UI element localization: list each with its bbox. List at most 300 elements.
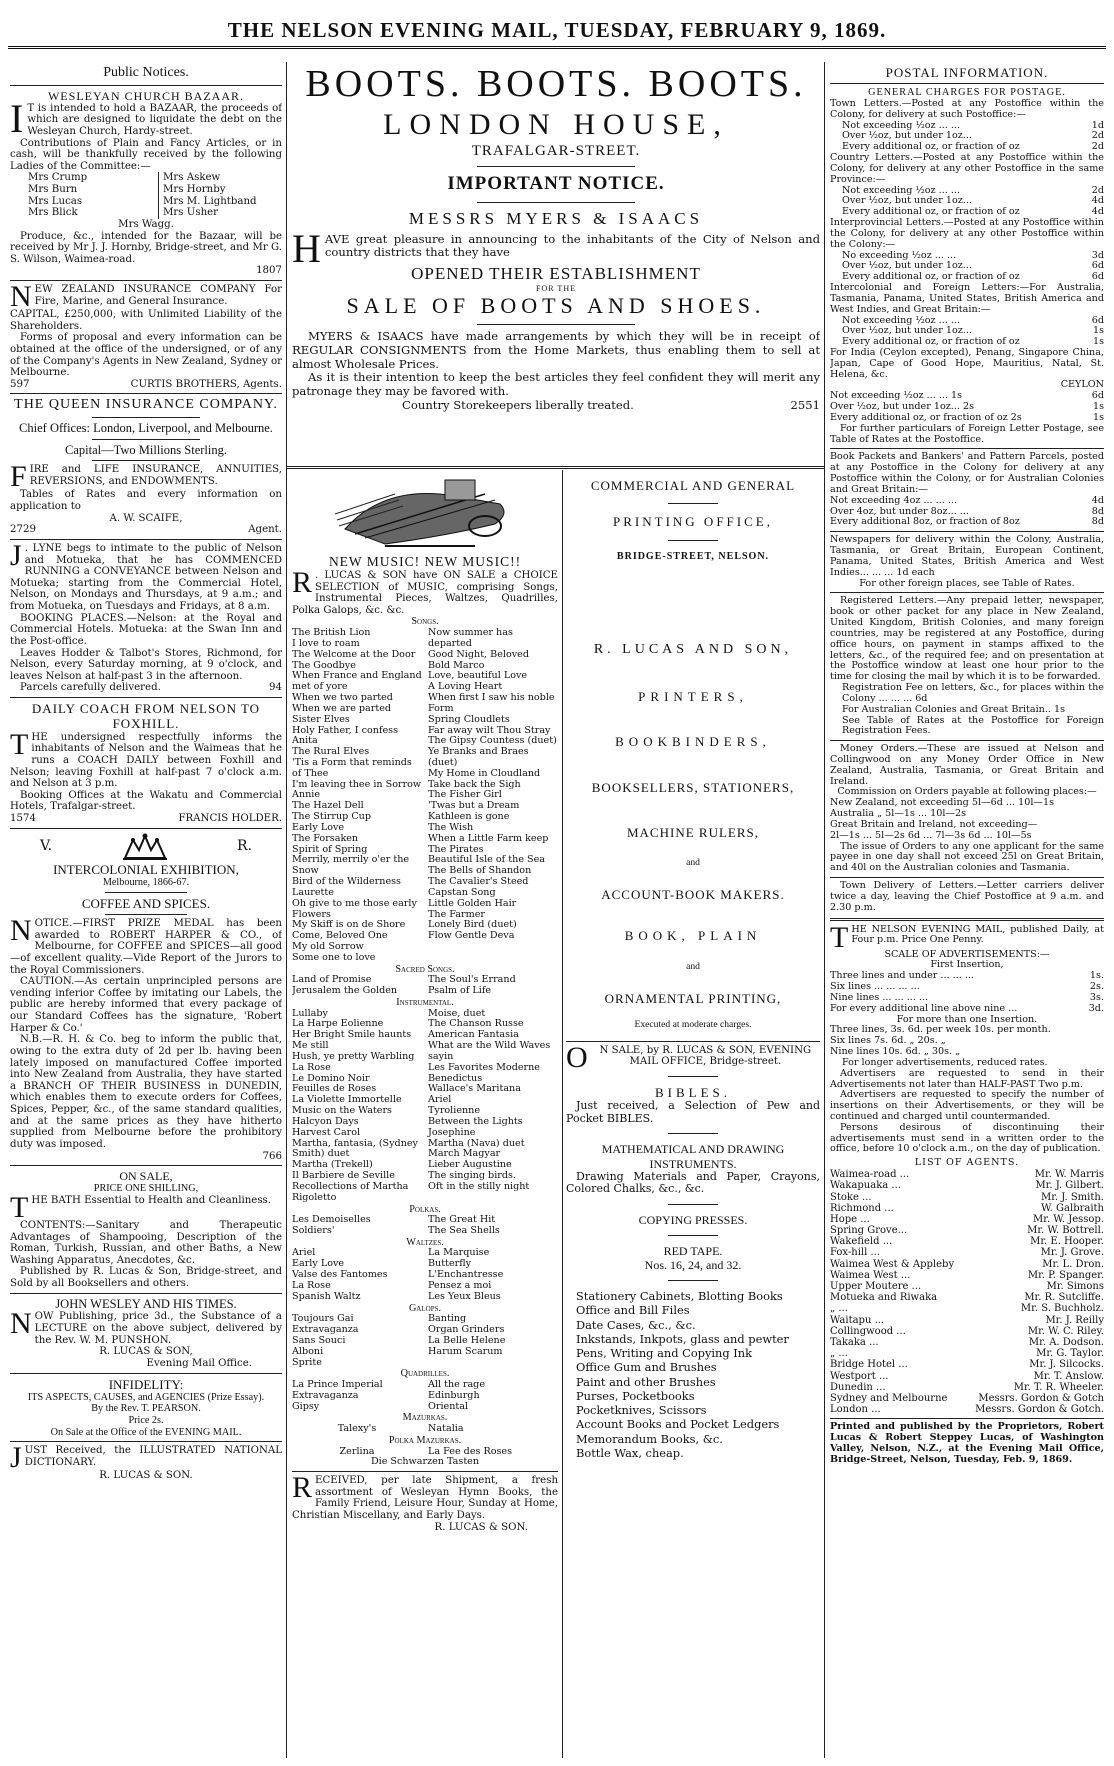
- agent-label: Fox-hill ...: [830, 1247, 881, 1259]
- column-1: [10, 65, 282, 1755]
- new-music-title: NEW MUSIC! NEW MUSIC!!: [328, 554, 522, 569]
- agent-label: London ...: [830, 1404, 881, 1416]
- song-title: The Pirates: [428, 843, 484, 855]
- rate-label: Every additional oz, or fraction of oz: [842, 206, 1020, 218]
- more-row: Six lines 7s. 6d. „ 20s. „: [830, 1035, 946, 1047]
- song-title: Organ Grinders: [428, 1324, 505, 1336]
- printing-title: COMMERCIAL AND GENERAL: [590, 478, 796, 493]
- infidelity-title: INFIDELITY:: [108, 1376, 184, 1392]
- song-title: When we two parted: [292, 692, 393, 704]
- stationery-list: [566, 1289, 820, 1460]
- stationery-item: Account Books and Pocket Ledgers: [576, 1417, 780, 1432]
- song-title: Psalm of Life: [428, 985, 492, 997]
- advertisers-3: Persons desirous of discontinuing their advertisements must send in a written order to the office, before 10 o'clock a.m., on the day of publication.: [830, 1121, 1104, 1155]
- song-title: Hush, ye pretty Warbling: [292, 1050, 415, 1062]
- book-plain: BOOK, PLAIN: [624, 928, 762, 944]
- song-title: Her Bright Smile haunts Me still: [292, 1029, 412, 1052]
- song-title: The Chanson Russe: [428, 1018, 524, 1030]
- polka-mazurka-right: La Fee des Roses: [428, 1445, 512, 1457]
- song-title: Wallace's Maritana: [428, 1083, 521, 1095]
- song-title: When we are parted: [292, 702, 392, 714]
- song-title: Les Favorites Moderne: [428, 1061, 540, 1073]
- more-insertions: For more than one Insertion.: [896, 1013, 1038, 1025]
- wesley-office: Evening Mail Office.: [146, 1357, 252, 1369]
- town-delivery: Town Delivery of Letters.—Letter carriers deliver twice a day, leaving the Chief Postoffice at 9 a.m. and 2.30 p.m.: [830, 880, 1104, 913]
- song-title: The Forsaken: [292, 832, 359, 844]
- boots-arrangements: MYERS & ISAACS have made arrangements by which they will be in receipt of REGULAR CONSIGNMENTS from the Home Markets, thus enabling them to sell at almost Wholesale Prices.: [292, 329, 820, 371]
- rate-label: Every additional 8oz, or fraction of 8oz: [830, 516, 1020, 528]
- agent-label: Wakapuaka ...: [830, 1180, 901, 1192]
- machine-rulers: MACHINE RULERS,: [626, 824, 759, 840]
- song-title: My old Sorrow: [292, 941, 364, 953]
- agent-value: Mr. J. Smith.: [1040, 1191, 1104, 1203]
- ad-number: 1807: [256, 265, 282, 277]
- song-title: Feuilles de Roses: [292, 1083, 377, 1095]
- rate-label: Not exceeding 4oz ... ... ...: [830, 494, 958, 506]
- rate-value: 6d: [1091, 271, 1104, 283]
- general-charges: GENERAL CHARGES FOR POSTAGE.: [868, 87, 1066, 99]
- song-title: Bold Marco: [428, 659, 485, 671]
- stationery-item: Date Cases, &c., &c.: [576, 1317, 696, 1332]
- infidelity-sale: On Sale at the Office of the EVENING MAIL.: [50, 1426, 242, 1438]
- drop-cap: T: [830, 920, 849, 954]
- agent-value: Mr. G. Taylor.: [1036, 1348, 1104, 1360]
- mazurkas-heading: Mazurkas.: [402, 1412, 448, 1424]
- agent-value: Mr. J. Gilbert.: [1035, 1180, 1104, 1192]
- agents-list: [830, 1169, 1104, 1415]
- song-title: Now summer has departed: [428, 627, 513, 649]
- song-title: Toujours Gai: [292, 1313, 354, 1325]
- song-title: Oriental: [428, 1400, 469, 1412]
- instrumental-heading: Instrumental.: [396, 997, 454, 1008]
- scale-value: 3d.: [1088, 1002, 1104, 1014]
- queen-offices: Chief Offices: London, Liverpool, and Melbourne.: [19, 420, 273, 435]
- song-title: Ye Branks and Braes (duet): [428, 746, 529, 768]
- agent-value: Mr. W. Bottrell.: [1027, 1225, 1104, 1237]
- agent-value: Mr. J. Grove.: [1040, 1247, 1104, 1259]
- rate-label: Over ½oz, but under 1oz... 2s: [830, 401, 975, 413]
- bath-onsale: ON SALE,: [119, 1169, 173, 1184]
- rate-label: Over ½oz, but under 1oz...: [842, 195, 972, 207]
- song-title: La Harpe Eolienne: [292, 1018, 384, 1030]
- song-title: Les Demoiselles: [292, 1214, 371, 1226]
- bazaar-contrib: Contributions of Plain and Fancy Articles, or in cash, will be thankfully received by the following Ladies of the Committee:—: [10, 137, 282, 172]
- rate-label: Over 4oz, but under 8oz... ...: [830, 505, 969, 517]
- song-title: Beautiful Isle of the Sea: [428, 854, 546, 866]
- scale-label: Six lines ... ... ... ...: [830, 981, 920, 993]
- masthead-rule: [8, 46, 1106, 49]
- printers: PRINTERS,: [638, 688, 748, 704]
- bath-title: HE BATH Essential to Health and Cleanliness.: [31, 1194, 272, 1206]
- song-title: I'm leaving thee in Sorrow Annie: [292, 778, 422, 801]
- song-title: Spanish Waltz: [292, 1290, 361, 1302]
- agent-label: Richmond ...: [830, 1202, 894, 1214]
- stationery-item: Pens, Writing and Copying Ink: [576, 1346, 753, 1361]
- committee-member: Mrs Askew: [163, 172, 221, 184]
- drop-cap: H: [292, 225, 321, 271]
- coffee-title: COFFEE AND SPICES.: [81, 895, 211, 911]
- intercolonial-letters: Intercolonial and Foreign Letters:—For Australia, Tasmania, Panama, United States, British America and West Indies, and Great Britain:—: [830, 282, 1104, 315]
- drop-cap: J: [10, 1441, 22, 1475]
- waltzes-heading: Waltzes.: [406, 1236, 444, 1248]
- rate-label: Not exceeding ½oz ... ...: [842, 119, 960, 131]
- song-title: La Belle Helene: [428, 1334, 506, 1346]
- nzic-capital: CAPITAL, £250,000, with Unlimited Liability of the Shareholders.: [10, 309, 282, 332]
- song-title: Josephine: [428, 1126, 476, 1138]
- ad-number: 2551: [790, 397, 820, 412]
- drop-cap: N: [10, 914, 32, 947]
- more-row: Nine lines 10s. 6d. „ 30s. „: [830, 1046, 961, 1058]
- song-title: Far away wilt Thou Stray: [428, 724, 551, 736]
- important-notice: IMPORTANT NOTICE.: [447, 173, 665, 195]
- vr-right: R.: [237, 838, 252, 855]
- song-title: Early Love: [292, 1258, 345, 1270]
- drop-cap: T: [10, 1190, 29, 1224]
- advertisers-1: Advertisers are requested to send in their Advertisements not later than HALF-PAST Two p.m.: [830, 1067, 1104, 1090]
- nzic-title: EW ZEALAND INSURANCE COMPANY For Fire, Marine, and General Insurance.: [34, 284, 282, 307]
- book-rates: [830, 496, 1104, 528]
- india-letters: For India (Ceylon excepted), Penang, Singapore China, Japan, Cape of Good Hope, Mauritius, Natal, St. Helena, &c.: [830, 347, 1104, 380]
- agent-label: Dunedin ...: [830, 1381, 886, 1393]
- more-row: Three lines, 3s. 6d. per week 10s. per month.: [830, 1024, 1051, 1036]
- agent-value: Mr. R. Sutcliffe.: [1024, 1292, 1104, 1304]
- song-title: Between the Lights: [428, 1115, 523, 1127]
- stationery-item: Purses, Pocketbooks: [576, 1388, 695, 1403]
- song-title: Le Domino Noir: [292, 1072, 370, 1084]
- for-the: FOR THE: [536, 284, 576, 294]
- song-title: A Loving Heart: [428, 681, 503, 693]
- newspapers-foreign: For other foreign places, see Table of Rates.: [859, 577, 1075, 589]
- rate-label: Over ½oz, but under 1oz...: [842, 260, 972, 272]
- committee-member: Mrs Usher: [163, 207, 219, 219]
- agent-label: Stoke ...: [830, 1191, 872, 1203]
- boots-bottom-rule: [287, 466, 824, 469]
- opened-establishment: OPENED THEIR ESTABLISHMENT: [411, 263, 701, 283]
- song-title: Pensez a moi: [428, 1279, 492, 1291]
- song-title: American Fantasia: [428, 1029, 519, 1041]
- song-title: Anita: [292, 735, 318, 747]
- agent-label: Wakefield ...: [830, 1236, 893, 1248]
- song-title: Il Barbiere de Seville: [292, 1170, 395, 1182]
- agent-value: Messrs. Gordon & Gotch.: [975, 1404, 1104, 1416]
- boots-ad: [292, 65, 820, 465]
- agent-value: Mr. L. Dron.: [1042, 1258, 1104, 1270]
- song-title: My Home in Cloudland: [428, 767, 541, 779]
- vr-left: V.: [40, 838, 53, 855]
- songs-list: [292, 628, 558, 964]
- agent-label: Westport ...: [830, 1370, 889, 1382]
- song-title: When a Little Farm keep: [428, 832, 549, 844]
- rate-label: Every additional oz, or fraction of oz: [842, 336, 1020, 348]
- public-notices-heading: Public Notices.: [103, 65, 189, 80]
- agent-value: W. Galbraith: [1041, 1202, 1104, 1214]
- committee-member: Mrs Lucas: [28, 195, 83, 207]
- quadrilles-list: [292, 1380, 558, 1412]
- booksellers: BOOKSELLERS, STATIONERS,: [591, 779, 795, 795]
- ceylon-label: CEYLON: [1060, 379, 1104, 391]
- music-column: [292, 474, 558, 1754]
- coffee-nb: N.B.—R. H. & Co. beg to inform the public that, owing to the extra duty of 2d per lb. having been lately imposed on manufactured Coffee imported into New Zealand from Australia, they have started a BRANCH OF THEIR BUSINESS in DUNEDIN, which enables them to execute orders for Coffees, Spices, Pepper, &c., of the same standard qualities, and at the same prices as they have hitherto supplied from Melbourne before the prohibitory duty was imposed.: [10, 1034, 282, 1150]
- song-title: The Farmer: [428, 908, 485, 920]
- polka-mazurka-left: Zerlina: [339, 1445, 375, 1457]
- imprint: Printed and published by the Proprietors, Robert Lucas & Robert Steppey Lucas, of Washington Valley, Nelson, N.Z., at the Evening Mail Office, Bridge-Street, Nelson, Tuesday, Feb. 9, 1869.: [830, 1421, 1104, 1465]
- and-1: and: [686, 857, 700, 869]
- song-title: Lieber Augustine: [428, 1159, 512, 1171]
- boots-intro: AVE great pleasure in announcing to the inhabitants of the City of Nelson and country districts that they have: [324, 231, 820, 260]
- rate-value: 1s: [1092, 411, 1104, 423]
- song-title: What are the Wild Waves sayin: [428, 1040, 551, 1062]
- fire-title: IRE and LIFE INSURANCE, ANNUITIES, REVERSIONS, and ENDOWMENTS.: [29, 464, 282, 488]
- country-storekeepers: Country Storekeepers liberally treated.: [402, 397, 634, 412]
- copying-presses: COPYING PRESSES.: [638, 1212, 748, 1227]
- scale-label: For every additional line above nine ...: [830, 1002, 1018, 1014]
- nzic-text: Forms of proposal and every information can be obtained at the office of the undersigned, or of any of the Company's Agents in New Zealand, Sydney or Melbourne.: [10, 332, 282, 379]
- commission-rows: [830, 798, 1104, 841]
- agent-value: Mr. A. Dodson.: [1028, 1336, 1104, 1348]
- bibles-text: Just received, a Selection of Pew and Pocket BIBLES.: [566, 1099, 820, 1125]
- registration-fee: Registration Fee on letters, &c., for places within the Colony ... ... ... 6d: [842, 682, 1104, 704]
- song-title: The Sea Shells: [428, 1224, 500, 1236]
- song-title: The Fisher Girl: [428, 789, 502, 801]
- committee-member: Mrs Blick: [28, 207, 78, 219]
- song-title: La Prince Imperial: [292, 1378, 383, 1390]
- song-title: Land of Promise: [292, 974, 372, 986]
- song-title: Kathleen is gone: [428, 811, 510, 823]
- song-title: Lullaby: [292, 1007, 328, 1019]
- song-title: The Cavalier's Steed: [428, 876, 529, 888]
- song-title: The Wish: [428, 821, 474, 833]
- drop-cap: T: [10, 727, 29, 761]
- song-title: Valse des Fantomes: [292, 1269, 388, 1281]
- red-tape-nos: Nos. 16, 24, and 32.: [644, 1258, 742, 1273]
- song-title: La Marquise: [428, 1247, 490, 1259]
- song-title: The Welcome at the Door: [292, 648, 416, 660]
- town-letters: Town Letters.—Posted at any Postoffice within the Colony, for delivery at such Postoffice:—: [830, 97, 1104, 120]
- agent-value: Mr. S. Buchholz.: [1020, 1303, 1104, 1315]
- song-title: The singing birds.: [428, 1170, 516, 1182]
- song-title: The Goodbye: [292, 659, 356, 671]
- song-title: Holy Father, I confess: [292, 724, 398, 736]
- polkas-heading: Polkas.: [409, 1203, 441, 1215]
- ad-number: 766: [262, 1150, 282, 1162]
- executed: Executed at moderate charges.: [634, 1018, 752, 1030]
- agent-label: Bridge Hotel ...: [830, 1359, 908, 1371]
- song-title: Ariel: [292, 1247, 316, 1259]
- scale-label: Nine lines ... ... ... ...: [830, 991, 929, 1003]
- ornamental-printing: ORNAMENTAL PRINTING,: [604, 990, 782, 1006]
- drop-cap: I: [10, 95, 24, 141]
- song-title: When France and England met of yore: [292, 670, 422, 693]
- song-title: Extravaganza: [292, 1389, 359, 1401]
- printing-office: PRINTING OFFICE,: [613, 514, 773, 530]
- song-title: La Violette Immortelle: [292, 1094, 402, 1106]
- rate-value: 8d: [1091, 516, 1104, 528]
- agent-label: Collingwood ...: [830, 1325, 906, 1337]
- stationery-item: Office and Bill Files: [576, 1303, 690, 1318]
- song-title: L'Enchantresse: [428, 1269, 504, 1281]
- firm-name: R. LUCAS AND SON,: [593, 642, 793, 658]
- song-title: Butterfly: [428, 1258, 472, 1270]
- rate-label: Over ½oz, but under 1oz...: [842, 130, 972, 142]
- song-title: Good Night, Beloved: [428, 648, 529, 660]
- lyne-text: . LYNE begs to intimate to the public of Nelson and Motueka, that he has COMMENCED RUNNING a CONVEYANCE between Nelson and Motueka; starting from the Commercial Hotel, Nelson, on Mondays and Thursdays, at 9 a.m.; and from Motueka, on Tuesdays and Fridays, at 8 a.m.: [10, 542, 282, 613]
- drop-cap: R: [292, 565, 313, 599]
- bibles-heading: BIBLES.: [654, 1085, 732, 1100]
- trafalgar-street: TRAFALGAR-STREET.: [471, 142, 641, 159]
- song-title: March Magyar: [428, 1148, 501, 1160]
- wesley-title: JOHN WESLEY AND HIS TIMES.: [55, 1296, 237, 1311]
- advertisers-2: Advertisers are requested to specify the number of insertions on their Advertisements, or they will be continued and charged until countermanded.: [830, 1089, 1104, 1122]
- song-title: Take back the Sigh: [428, 778, 521, 790]
- songs-heading: Songs.: [411, 616, 439, 628]
- mazurka-left: Talexy's: [337, 1423, 377, 1435]
- stationery-item: Memorandum Books, &c.: [576, 1431, 723, 1446]
- drop-cap: O: [566, 1040, 588, 1074]
- agent-value: Mr. J. Reilly: [1045, 1314, 1104, 1326]
- nzic-agent: CURTIS BROTHERS, Agents.: [130, 378, 282, 390]
- ad-number: 597: [10, 378, 30, 390]
- music-intro: . LUCAS & SON have ON SALE a CHOICE SELECTION of MUSIC, comprising Songs, Instrumental Pieces, Waltzes, Quadrilles, Polka Galops, &c. &c.: [292, 569, 558, 616]
- illustrated-text: UST Received, the ILLUSTRATED NATIONAL DICTIONARY.: [24, 1445, 282, 1468]
- and-2: and: [686, 960, 700, 972]
- song-title: Martha (Nava) duet: [428, 1137, 525, 1149]
- postal-column: [830, 65, 1104, 1755]
- money-orders: Money Orders.—These are issued at Nelson and Collingwood on any Money Order Office in New Zealand, Australia, Tasmania, or Great Britain and Ireland.: [830, 743, 1104, 787]
- scale-rows: [830, 971, 1104, 1014]
- account-book-makers: ACCOUNT-BOOK MAKERS.: [601, 887, 785, 903]
- song-title: Jerusalem the Golden: [292, 985, 398, 997]
- song-title: Gipsy: [292, 1400, 320, 1412]
- song-title: Love, beautiful Love: [428, 670, 528, 682]
- bookbinders: BOOKBINDERS,: [615, 734, 771, 750]
- longer-ads: For longer advertisements, reduced rates.: [842, 1056, 1048, 1068]
- song-title: The British Lion: [292, 627, 371, 639]
- postal-title: POSTAL INFORMATION.: [885, 65, 1049, 80]
- rate-value: 2d: [1091, 130, 1104, 142]
- song-title: Rigoletto: [292, 1191, 337, 1203]
- lyne-parcels: Parcels carefully delivered.: [20, 682, 161, 694]
- interprovincial-letters: Interprovincial Letters.—Posted at any Postoffice within the Colony, for delivery at any other Postoffice within the Colony:—: [830, 217, 1104, 250]
- song-title: Laurette: [292, 886, 334, 898]
- rate-label: No exceeding ½oz ... ...: [842, 249, 957, 261]
- song-title: Oh give to me those early Flowers: [292, 897, 417, 920]
- agent-label: Sydney and Melbourne: [830, 1392, 948, 1404]
- agent-value: Mr. T. Anslow.: [1033, 1370, 1104, 1382]
- column-divider-1: [286, 62, 287, 1758]
- galops-heading: Galops.: [408, 1302, 442, 1314]
- scale-value: 2s.: [1089, 981, 1104, 993]
- song-title: Oft in the stilly night: [428, 1180, 530, 1192]
- lyne-booking: BOOKING PLACES.—Nelson: at the Royal and Commercial Hotels. Motueka: at the Swan Inn and the Post-office.: [10, 612, 282, 647]
- rate-value: 2d: [1091, 184, 1104, 196]
- instrumental-list: [292, 1009, 558, 1204]
- song-title: Early Love: [292, 821, 345, 833]
- issue-of-orders: The issue of Orders to any one applicant for the same payee in one day shall not exceed 25l on Great Britain, and 40l on the Australian colonies and Tasmania.: [830, 840, 1104, 874]
- song-title: Music on the Waters: [292, 1105, 392, 1117]
- printing-column: [566, 474, 820, 1754]
- rate-label: Not exceeding ½oz ... ...: [842, 314, 960, 326]
- ad-number: 94: [269, 682, 282, 694]
- more-rows: [830, 1025, 1104, 1057]
- coffee-text: OTICE.—FIRST PRIZE MEDAL has been awarded to ROBERT HARPER & CO., of Melbourne, for COFFEE and SPICES—all good—of excellent quality.—Vide Report of the Jurors to the Royal Commissioners.: [10, 918, 282, 976]
- song-title: My Skiff is on de Shore: [292, 919, 406, 931]
- song-title: The Bells of Shandon: [428, 865, 532, 877]
- song-title: Martha, fantasia, (Sydney Smith) duet: [292, 1137, 418, 1160]
- agent-label: „ ...: [830, 1303, 848, 1315]
- song-title: Moise, duet: [428, 1007, 486, 1019]
- bath-price: PRICE ONE SHILLING,: [93, 1183, 199, 1195]
- lyne-leaves: Leaves Hodder & Talbot's Stores, Richmond, for Nelson, every Saturday morning, at 9 o'clock, and leaves Nelson at half-past 3 in the afternoon.: [10, 647, 282, 682]
- polka-mazurka-last: Die Schwarzen Tasten: [370, 1456, 480, 1468]
- ad-number: 1574: [10, 813, 36, 825]
- country-rates: [830, 186, 1104, 218]
- agent-value: Mr. P. Spanger.: [1027, 1269, 1104, 1281]
- agent-label: Takaka ...: [830, 1336, 879, 1348]
- wesley-text: OW Publishing, price 3d., the Substance of a LECTURE on the above subject, delivered by the Rev. W. M. PUNSHON.: [34, 1311, 282, 1346]
- math-heading: MATHEMATICAL AND DRAWING INSTRUMENTS.: [601, 1142, 785, 1171]
- agent-value: Mr. T. R. Wheeler.: [1013, 1381, 1104, 1393]
- song-title: Les Yeux Bleus: [428, 1290, 501, 1302]
- rate-value: 3d: [1091, 249, 1104, 261]
- sacred-heading: Sacred Songs.: [395, 963, 455, 975]
- masthead: THE NELSON EVENING MAIL, TUESDAY, FEBRUARY 9, 1869.: [227, 18, 887, 42]
- coach-text: HE undersigned respectfully informs the inhabitants of Nelson and the Waimeas that he runs a COACH DAILY between Foxhill and Nelson; leaving Foxhill at half-past 7 o'clock a.m. and Nelson at 3 p.m.: [10, 731, 282, 790]
- song-title: The Great Hit: [428, 1214, 496, 1226]
- song-title: Bird of the Wilderness: [292, 876, 401, 888]
- polka-mazurkas-heading: Polka Mazurkas.: [388, 1434, 462, 1446]
- bazaar-text: T is intended to hold a BAZAAR, the proceeds of which are designed to liquidate the debt on the Wesleyan Church, Hardy-street.: [27, 102, 282, 137]
- stationery-item: Paint and other Brushes: [576, 1374, 716, 1389]
- song-title: Recollections of Martha: [292, 1180, 409, 1192]
- rate-label: Every additional oz, or fraction of oz: [842, 271, 1020, 283]
- interprovincial-rates: [830, 251, 1104, 283]
- agent-label: Waimea West & Appleby: [830, 1258, 955, 1270]
- commission: Commission on Orders payable at following places:—: [837, 786, 1097, 798]
- rate-value: 4d: [1091, 195, 1104, 207]
- song-title: Little Golden Hair: [428, 897, 517, 909]
- committee-member: Mrs Hornby: [163, 184, 226, 196]
- commission-row: Australia „ 5l—1s ... 10l—2s: [830, 808, 967, 820]
- boots-intention: As it is their intention to keep the best articles they feel confident they will merit any patronage they may be favored with.: [292, 370, 820, 399]
- onsale-text: N SALE, by R. LUCAS & SON, EVENING MAIL OFFICE, Bridge-street.: [599, 1044, 812, 1068]
- first-insertion: First Insertion,: [930, 959, 1004, 971]
- song-title: 'Tis a Form that reminds of Thee: [292, 756, 412, 779]
- stationery-item: Office Gum and Brushes: [576, 1360, 717, 1375]
- rate-label: Not exceeding ½oz ... ...: [842, 184, 960, 196]
- ladies-last: Mrs Wagg.: [118, 218, 174, 230]
- infidelity-price: Price 2s.: [128, 1415, 164, 1427]
- song-title: Alboni: [292, 1345, 324, 1357]
- sacred-list: [292, 975, 558, 997]
- exhibition-sub: Melbourne, 1866-67.: [102, 877, 190, 889]
- rate-value: 1s: [1092, 325, 1104, 337]
- stationery-item: Inkstands, Inkpots, glass and pewter: [576, 1331, 789, 1346]
- agent-label: Spring Grove...: [830, 1225, 908, 1237]
- bath-contents: CONTENTS:—Sanitary and Therapeutic Advantages of Shampooing, Description of the Roman, Turkish, Russian, and other Baths, a New Washing Apparatus, Anecdotes, &c.: [10, 1219, 282, 1266]
- agent-value: Mr. W. Jessop.: [1033, 1213, 1104, 1225]
- illustrated-pub: R. LUCAS & SON.: [99, 1470, 193, 1482]
- song-title: Spirit of Spring: [292, 843, 368, 855]
- song-title: Lonely Bird (duet): [428, 919, 517, 931]
- song-title: Harvest Carol: [292, 1126, 361, 1138]
- song-title: Banting: [428, 1313, 467, 1325]
- agent-value: Mr. J. Silcocks.: [1029, 1359, 1104, 1371]
- rate-value: 1d: [1091, 119, 1104, 131]
- scale-heading: SCALE OF ADVERTISEMENTS:—: [884, 948, 1050, 960]
- rate-value: 1s: [1092, 401, 1104, 413]
- song-title: The Stirrup Cup: [292, 811, 372, 823]
- mazurka-right: Natalia: [428, 1423, 464, 1435]
